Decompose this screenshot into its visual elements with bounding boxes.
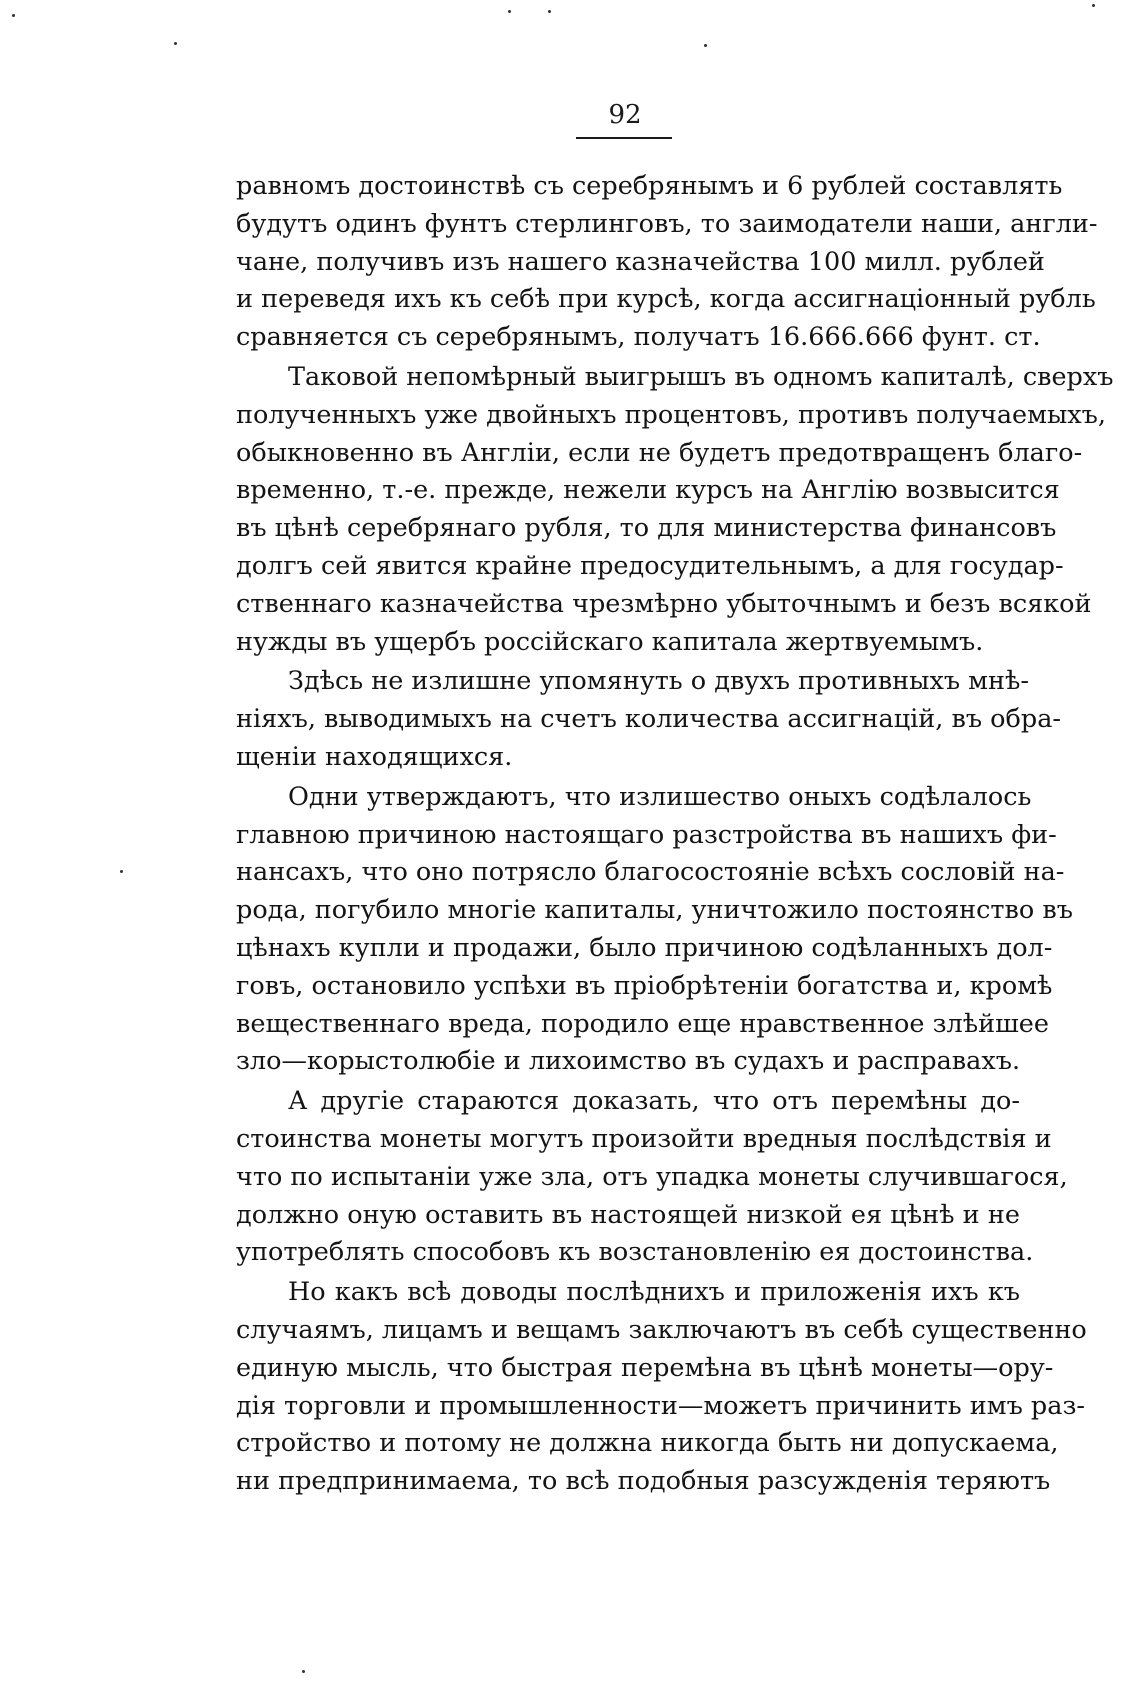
text-line: ніяхъ, выводимыхъ на счетъ количества ассигнацій, въ обра- [236, 704, 1062, 735]
page-number-rule [576, 137, 672, 139]
page-number: 92 [608, 100, 642, 130]
text-line: рода, погубило многіе капиталы, уничтожило постоянство въ [236, 895, 1073, 926]
scan-speck [302, 1670, 305, 1673]
text-line: ственнаго казначейства чрезмѣрно убыточнымъ и безъ всякой [236, 588, 1092, 619]
text-line: Здѣсь не излишне упомянуть о двухъ противныхъ мнѣ- [288, 666, 1029, 697]
paragraph-2 [236, 359, 1114, 661]
text-line: щеніи находящихся. [236, 741, 513, 772]
paragraph-6 [236, 1274, 1087, 1501]
text-line: цѣнахъ купли и продажи, было причиною содѣланныхъ дол- [236, 932, 1053, 963]
body-text [236, 168, 1114, 1503]
text-line: въ цѣнѣ серебрянаго рубля, то для министерства финансовъ [236, 513, 1057, 544]
paragraph-1 [236, 168, 1098, 357]
text-line: будутъ одинъ фунтъ стерлинговъ, то заимодатели наши, англи- [236, 208, 1098, 239]
paragraph-3 [236, 663, 1062, 776]
text-line: зло—корыстолюбіе и лихоимство въ судахъ и расправахъ. [236, 1046, 1021, 1077]
scan-speck [548, 10, 551, 13]
text-line: чане, получивъ изъ нашего казначейства 100 милл. рублей [236, 246, 1045, 277]
text-line: обыкновенно въ Англіи, если не будетъ предотвращенъ благо- [236, 437, 1083, 468]
text-line: временно, т.-е. прежде, нежели курсъ на Англію возвысится [236, 475, 1060, 506]
text-line: нужды въ ущербъ россійскаго капитала жертвуемымъ. [236, 626, 984, 657]
text-line: стоинства монеты могутъ произойти вредныя послѣдствія и [236, 1123, 1052, 1154]
text-line: полученныхъ уже двойныхъ процентовъ, противъ получаемыхъ, [236, 399, 1106, 430]
scan-speck [1092, 4, 1095, 7]
text-line: нансахъ, что оно потрясло благосостояніе всѣхъ сословій на- [236, 857, 1065, 888]
text-line: Но какъ всѣ доводы послѣднихъ и приложенія ихъ къ [288, 1277, 1020, 1308]
text-line: Одни утверждаютъ, что излишество оныхъ содѣлалось [288, 781, 1032, 812]
text-line: единую мысль, что быстрая перемѣна въ цѣнѣ монеты—ору- [236, 1352, 1054, 1383]
text-line: должно оную оставить въ настоящей низкой ея цѣнѣ и не [236, 1199, 1020, 1230]
scan-speck [120, 870, 123, 873]
text-line: долгъ сей явится крайне предосудительнымъ, а для государ- [236, 550, 1064, 581]
text-line: сравняется съ серебрянымъ, получатъ 16.666.666 фунт. ст. [236, 322, 1041, 353]
scan-speck [704, 44, 707, 47]
text-line: случаямъ, лицамъ и вещамъ заключаютъ въ себѣ существенно [236, 1314, 1087, 1345]
text-line: употреблять способовъ къ возстановленію ея достоинства. [236, 1237, 1034, 1268]
paragraph-5 [236, 1083, 1068, 1272]
text-line: дія торговли и промышленности—можетъ причинить имъ раз- [236, 1390, 1085, 1421]
text-line: что по испытаніи уже зла, отъ упадка монеты случившагося, [236, 1161, 1068, 1192]
text-line: А другіе стараются доказать, что отъ перемѣны до- [288, 1086, 1020, 1117]
text-line: стройство и потому не должна никогда быть ни допускаема, [236, 1428, 1059, 1459]
text-line: вещественнаго вреда, породило еще нравственное злѣйшее [236, 1008, 1049, 1039]
text-line: равномъ достоинствѣ съ серебрянымъ и 6 рублей составлять [236, 171, 1063, 201]
text-line: ни предпринимаема, то всѣ подобныя разсужденія теряютъ [236, 1466, 1051, 1497]
scan-speck [508, 10, 511, 13]
text-line: говъ, остановило успѣхи въ пріобрѣтеніи богатства и, кромѣ [236, 970, 1053, 1001]
text-line: главною причиною настоящаго разстройства въ нашихъ фи- [236, 819, 1057, 850]
scan-speck [12, 14, 15, 17]
text-line: Таковой непомѣрный выигрышъ въ одномъ капиталѣ, сверхъ [288, 361, 1114, 392]
text-line: и переведя ихъ къ себѣ при курсѣ, когда ассигнаціонный рубль [236, 284, 1096, 315]
paragraph-4 [236, 779, 1073, 1081]
scan-speck [174, 42, 177, 45]
